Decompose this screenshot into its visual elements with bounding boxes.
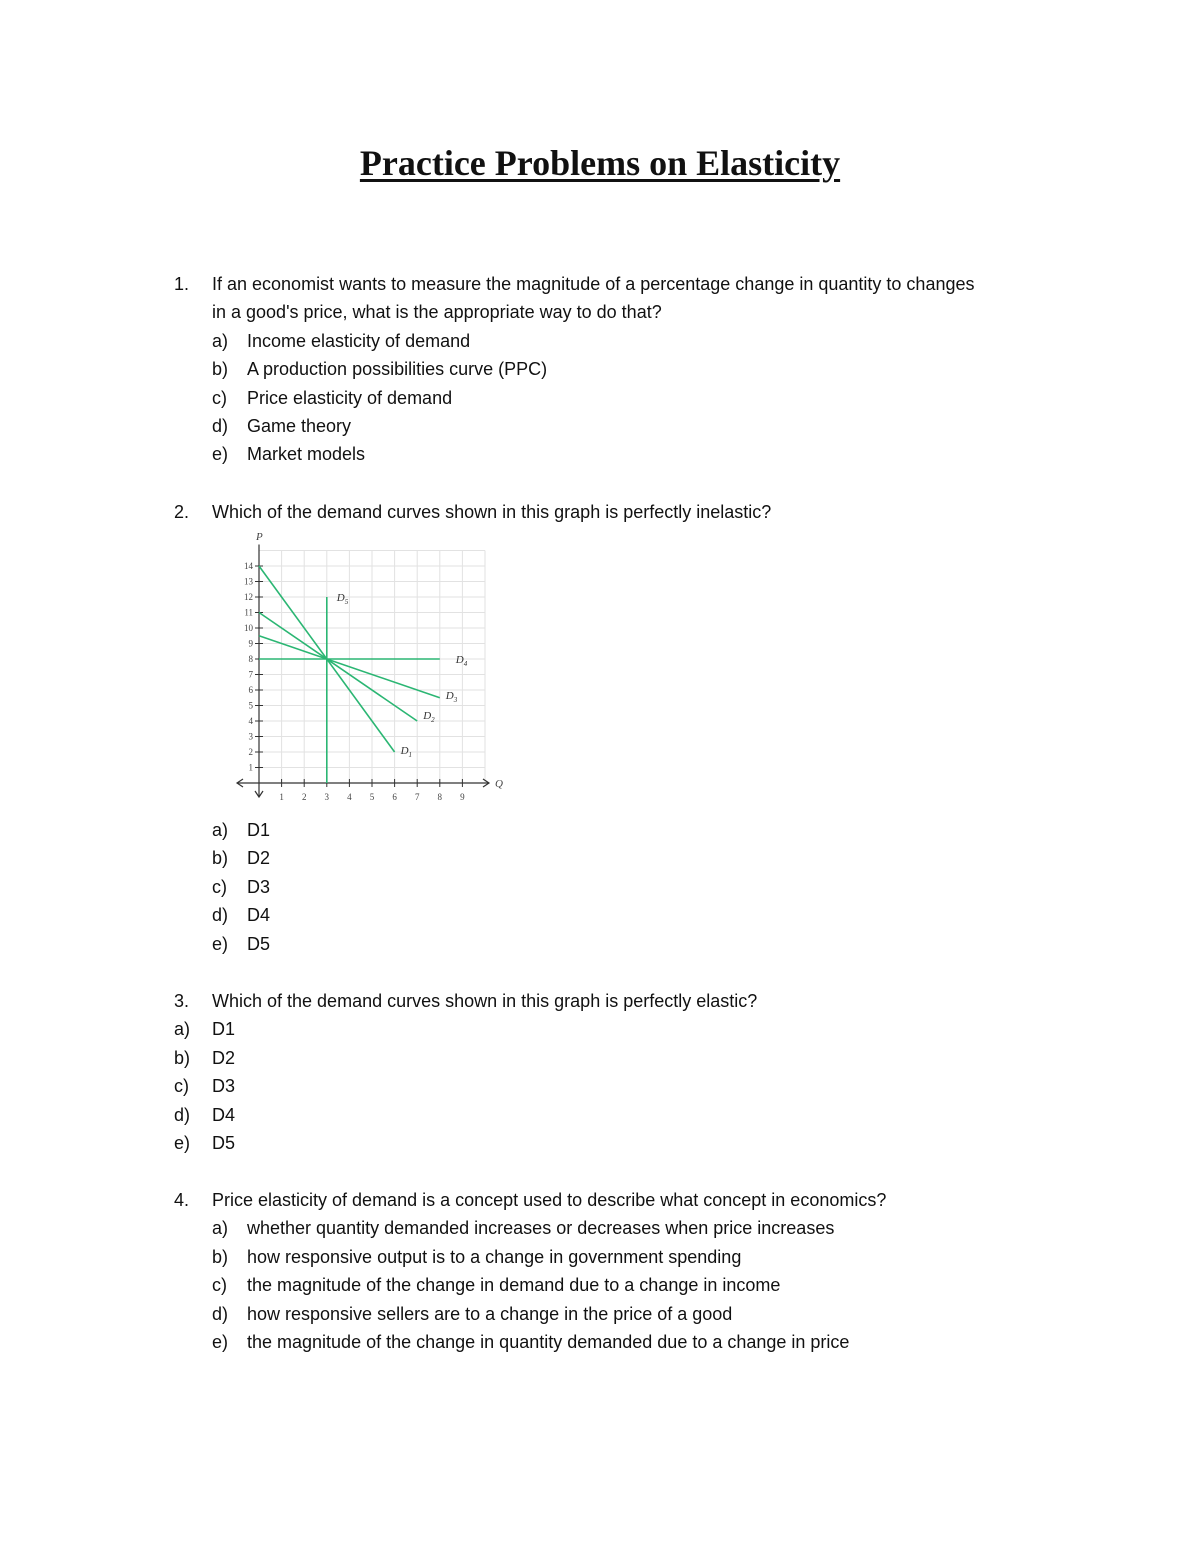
- demand-curves-chart: [228, 528, 518, 813]
- y-tick-label: 5: [248, 700, 253, 711]
- y-tick-label: 3: [248, 731, 253, 742]
- question-4: [0, 1186, 1200, 1356]
- y-tick-label: 9: [248, 638, 253, 649]
- y-tick-label: 2: [248, 747, 253, 757]
- x-tick-label: 7: [414, 792, 420, 802]
- option-2e[interactable]: e) D5: [212, 933, 271, 954]
- question-3: [0, 987, 1200, 1157]
- option-3d[interactable]: d) D4: [174, 1104, 236, 1125]
- curve-label-d5: $D_5$: [336, 592, 349, 606]
- option-1e[interactable]: e) Market models: [212, 444, 366, 465]
- x-tick-label: 8: [437, 792, 443, 802]
- x-tick-label: 6: [392, 792, 397, 802]
- option-3a[interactable]: a) D1: [174, 1019, 236, 1040]
- question-2-options: [0, 816, 1200, 958]
- demand-curve-d2: [259, 613, 417, 722]
- option-3e[interactable]: e) D5: [174, 1132, 236, 1153]
- question-1-line-1: 1. If an economist wants to measure the magnitude of a percentage change in quantity to changes: [0, 270, 1200, 298]
- y-tick-label: 4: [248, 716, 253, 726]
- x-tick-label: 5: [369, 792, 375, 802]
- x-tick-label: 4: [347, 792, 352, 802]
- question-3-line-1: 3. Which of the demand curves shown in this graph is perfectly elastic?: [0, 987, 1200, 1015]
- y-tick-label: 11: [244, 607, 253, 618]
- curve-label-d1: $D_1$: [400, 745, 413, 759]
- option-3b[interactable]: b) D2: [174, 1047, 236, 1068]
- question-2-line-1: 2. Which of the demand curves shown in this graph is perfectly inelastic?: [0, 498, 1200, 526]
- question-number: 2.: [174, 502, 190, 522]
- option-4c[interactable]: c) the magnitude of the change in demand due to a change in income: [212, 1275, 781, 1296]
- option-4e[interactable]: e) the magnitude of the change in quantity demanded due to a change in price: [212, 1331, 850, 1352]
- option-2c[interactable]: c) D3: [212, 876, 271, 897]
- question-number: 4.: [174, 1190, 190, 1210]
- option-1c[interactable]: c) Price elasticity of demand: [212, 387, 453, 408]
- y-tick-label: 8: [248, 654, 253, 664]
- question-4-line-1: 4. Price elasticity of demand is a concept used to describe what concept in economics?: [0, 1186, 1200, 1214]
- question-number: 3.: [174, 991, 190, 1011]
- x-tick-label: 1: [279, 792, 284, 802]
- question-1-line-2: in a good's price, what is the appropriate way to do that?: [212, 302, 662, 323]
- option-2d[interactable]: d) D4: [212, 905, 271, 926]
- option-1a[interactable]: a) Income elasticity of demand: [212, 330, 471, 351]
- y-tick-label: 7: [248, 669, 253, 680]
- y-tick-label: 10: [244, 623, 253, 633]
- option-2b[interactable]: b) D2: [212, 848, 271, 869]
- question-1: [0, 270, 1200, 469]
- option-2a[interactable]: a) D1: [212, 820, 271, 840]
- option-4d[interactable]: d) how responsive sellers are to a change in the price of a good: [212, 1303, 733, 1324]
- curve-label-d2: $D_2$: [423, 710, 435, 724]
- option-1b[interactable]: b) A production possibilities curve (PPC): [212, 359, 548, 380]
- y-tick-label: 1: [248, 762, 253, 773]
- y-tick-label: 14: [244, 561, 253, 571]
- x-tick-label: 9: [460, 792, 465, 802]
- question-number: 1.: [174, 274, 190, 294]
- x-tick-label: 3: [324, 792, 330, 802]
- y-tick-label: 6: [248, 685, 253, 695]
- curve-label-d3: $D_3$: [445, 689, 458, 704]
- x-tick-label: 2: [301, 792, 307, 802]
- option-4b[interactable]: b) how responsive output is to a change in government spending: [212, 1246, 742, 1267]
- option-1d[interactable]: d) Game theory: [212, 415, 352, 436]
- page-title: Practice Problems on Elasticity: [359, 143, 841, 183]
- curve-label-d4: $D_4$: [455, 654, 468, 668]
- y-axis-label: P: [256, 531, 263, 543]
- option-3c[interactable]: c) D3: [174, 1076, 236, 1097]
- y-tick-label: 12: [244, 592, 253, 602]
- y-tick-label: 13: [244, 576, 253, 587]
- question-2: [0, 498, 1200, 526]
- x-axis-label: Q: [495, 778, 503, 790]
- option-4a[interactable]: a) whether quantity demanded increases or decreases when price increases: [212, 1218, 835, 1239]
